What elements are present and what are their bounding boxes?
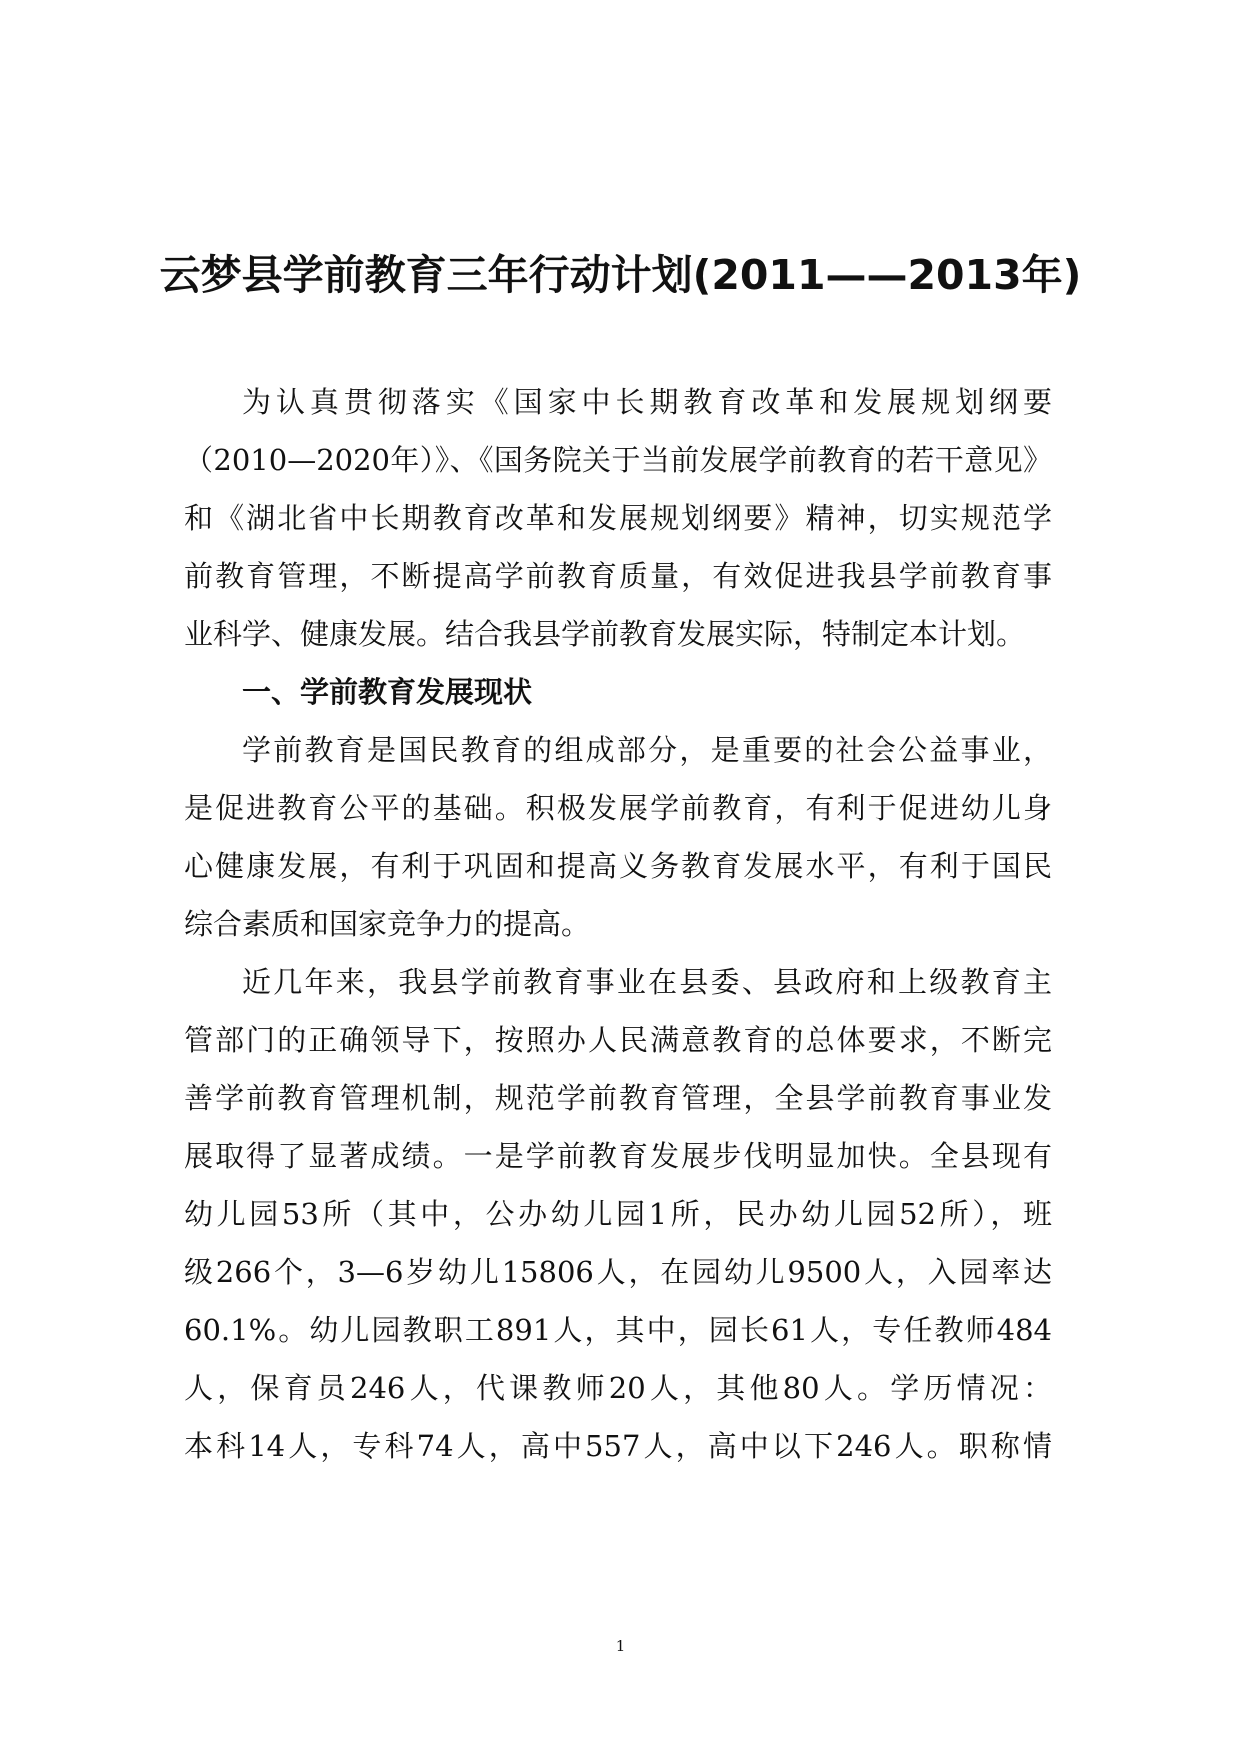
paragraph-line: 为认真贯彻落实《国家中长期教育改革和发展规划纲要 (242, 385, 1052, 419)
paragraph-line: （2010—2020年）》、《国务院关于当前发展学前教育的若干意见》 (184, 443, 1052, 477)
paragraph-line: 60.1%。幼儿园教职工891人，其中，园长61人，专任教师484 (184, 1313, 1052, 1347)
paragraph-line: 前教育管理，不断提高学前教育质量，有效促进我县学前教育事 (184, 559, 1052, 593)
paragraph-line: 管部门的正确领导下，按照办人民满意教育的总体要求，不断完 (184, 1023, 1052, 1057)
page-number: 1 (615, 1637, 626, 1655)
paragraph-line: 近几年来，我县学前教育事业在县委、县政府和上级教育主 (242, 965, 1052, 999)
paragraph-line: 学前教育是国民教育的组成部分，是重要的社会公益事业， (242, 733, 1052, 767)
paragraph-line: 心健康发展，有利于巩固和提高义务教育发展水平，有利于国民 (184, 849, 1052, 883)
paragraph-line: 善学前教育管理机制，规范学前教育管理，全县学前教育事业发 (184, 1081, 1052, 1115)
paragraph-line: 和《湖北省中长期教育改革和发展规划纲要》精神，切实规范学 (184, 501, 1052, 535)
document-body (184, 373, 1052, 1475)
document-title: 云梦县学前教育三年行动计划(2011——2013年) (159, 251, 1082, 299)
paragraph-line: 级266个，3—6岁幼儿15806人，在园幼儿9500人，入园率达 (184, 1255, 1052, 1289)
paragraph-line: 本科14人，专科74人，高中557人，高中以下246人。职称情 (184, 1429, 1052, 1463)
paragraph-line: 综合素质和国家竞争力的提高。 (184, 907, 591, 941)
paragraph-line: 是促进教育公平的基础。积极发展学前教育，有利于促进幼儿身 (184, 791, 1052, 825)
paragraph-line: 人，保育员246人，代课教师20人，其他80人。学历情况： (184, 1371, 1052, 1405)
paragraph-line: 业科学、健康发展。结合我县学前教育发展实际，特制定本计划。 (184, 617, 1026, 651)
paragraph-line: 展取得了显著成绩。一是学前教育发展步伐明显加快。全县现有 (184, 1139, 1052, 1173)
paragraph-line: 幼儿园53所（其中，公办幼儿园1所，民办幼儿园52所），班 (184, 1197, 1052, 1231)
section-heading: 一、学前教育发展现状 (242, 675, 533, 709)
